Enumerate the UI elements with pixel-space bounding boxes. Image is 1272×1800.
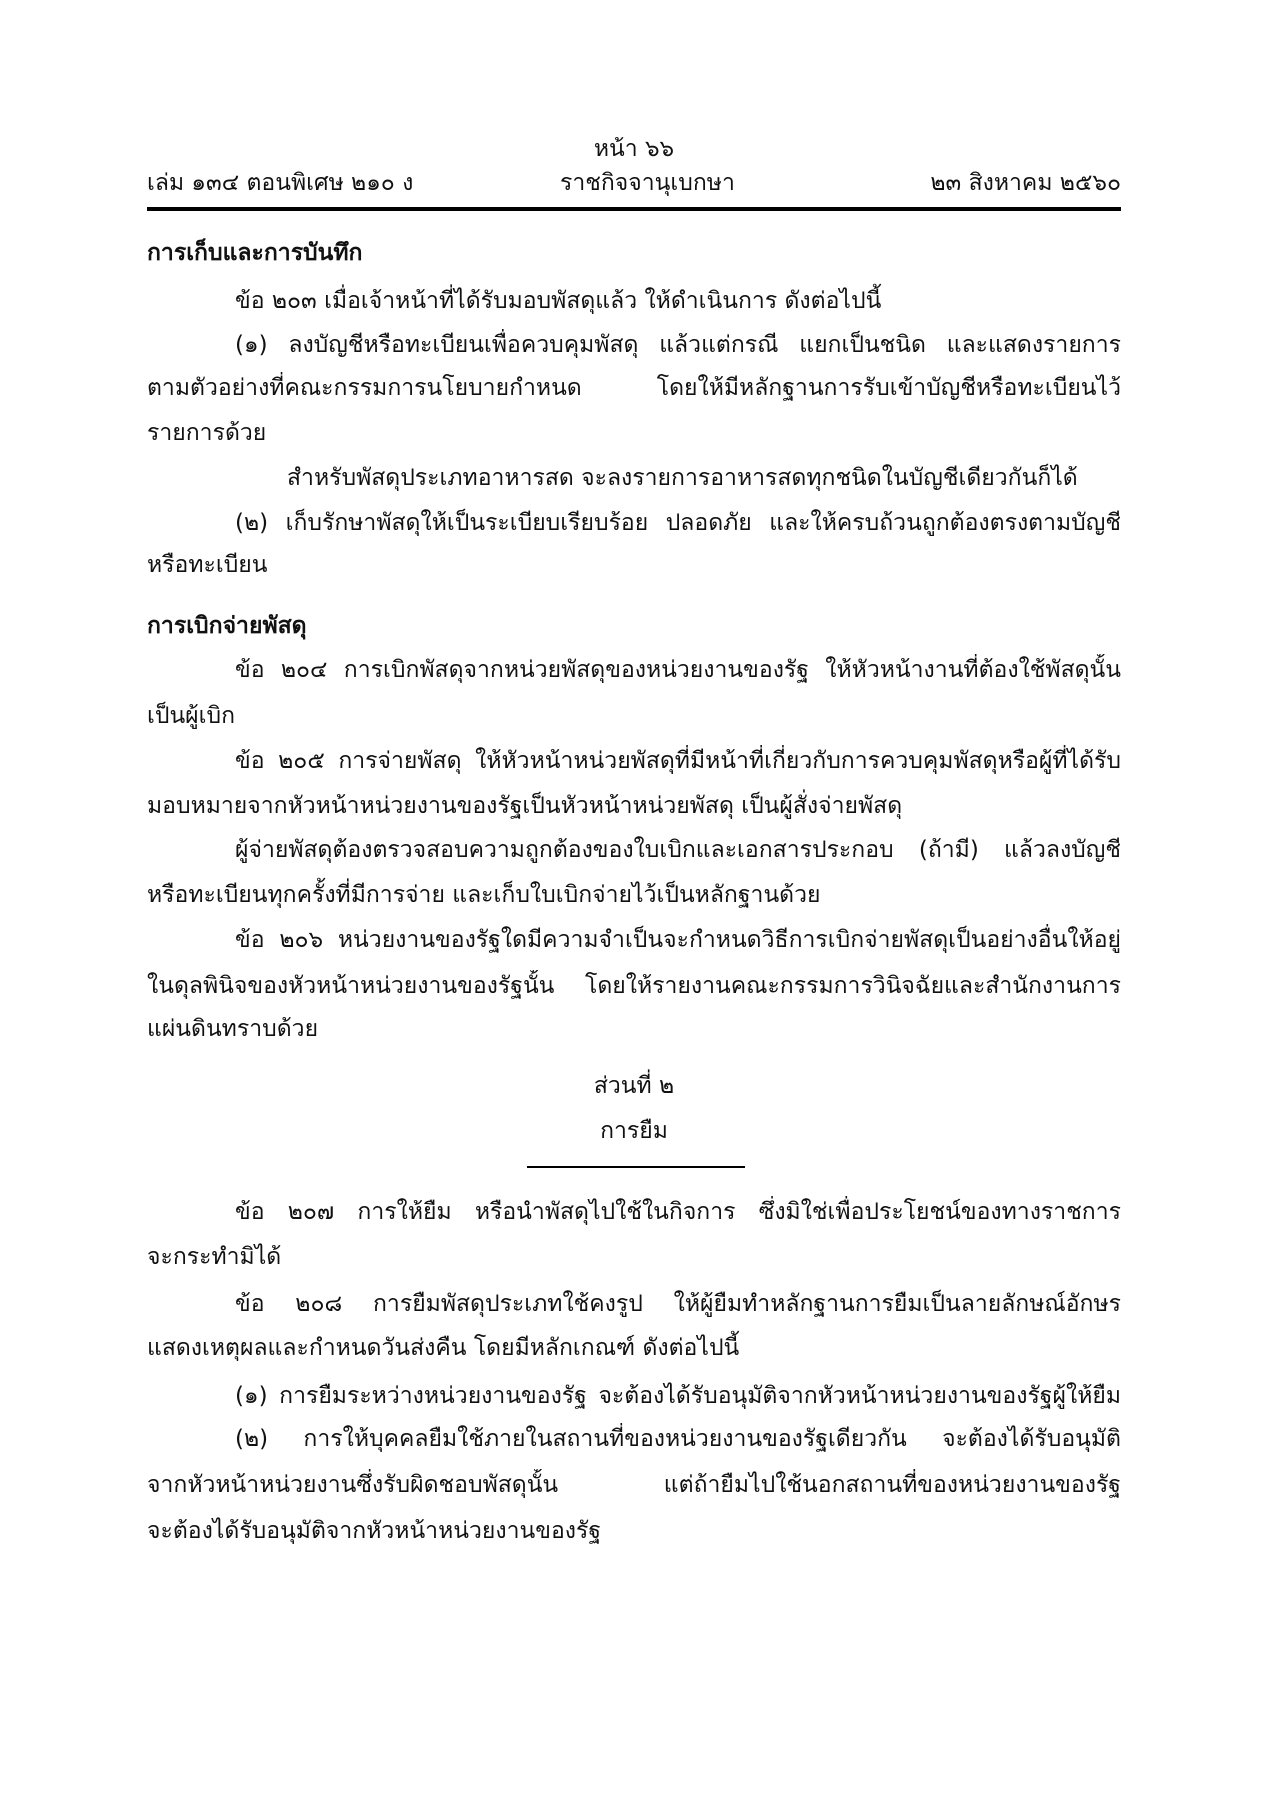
paragraph-line: (๑) การยืมระหว่างหน่วยงานของรัฐ จะต้องได้รับอนุมัติจากหัวหน้าหน่วยงานของรัฐผู้ให้ยืม xyxy=(235,1383,1121,1409)
paragraph-line: ผู้จ่ายพัสดุต้องตรวจสอบความถูกต้องของใบเบิกและเอกสารประกอบ (ถ้ามี) แล้วลงบัญชี xyxy=(235,837,1121,863)
paragraph-line: สำหรับพัสดุประเภทอาหารสด จะลงรายการอาหารสดทุกชนิดในบัญชีเดียวกันก็ได้ xyxy=(287,465,1078,491)
paragraph-line: ข้อ ๒๐๖ หน่วยงานของรัฐใดมีความจำเป็นจะกำหนดวิธีการเบิกจ่ายพัสดุเป็นอย่างอื่นให้อยู่ xyxy=(235,927,1121,953)
part-title: การยืม xyxy=(600,1118,668,1144)
paragraph-line: ตามตัวอย่างที่คณะกรรมการนโยบายกำหนด โดยให้มีหลักฐานการรับเข้าบัญชีหรือทะเบียนไว้ xyxy=(147,375,1121,401)
paragraph-line: หรือทะเบียนทุกครั้งที่มีการจ่าย และเก็บใบเบิกจ่ายไว้เป็นหลักฐานด้วย xyxy=(147,882,821,908)
paragraph-line: ข้อ ๒๐๘ การยืมพัสดุประเภทใช้คงรูป ให้ผู้ยืมทำหลักฐานการยืมเป็นลายลักษณ์อักษร xyxy=(235,1291,1121,1317)
paragraph-line: หรือทะเบียน xyxy=(147,552,268,578)
header-rule xyxy=(147,207,1121,211)
paragraph-line: แสดงเหตุผลและกำหนดวันส่งคืน โดยมีหลักเกณฑ์ ดังต่อไปนี้ xyxy=(147,1335,740,1361)
paragraph-line: (๒) การให้บุคคลยืมใช้ภายในสถานที่ของหน่วยงานของรัฐเดียวกัน จะต้องได้รับอนุมัติ xyxy=(235,1426,1121,1452)
paragraph-line: ข้อ ๒๐๓ เมื่อเจ้าหน้าที่ได้รับมอบพัสดุแล้ว ให้ดำเนินการ ดังต่อไปนี้ xyxy=(235,288,882,314)
paragraph-line: ในดุลพินิจของหัวหน้าหน่วยงานของรัฐนั้น โดยให้รายงานคณะกรรมการวินิจฉัยและสำนักงานการ xyxy=(147,973,1121,999)
paragraph-line: มอบหมายจากหัวหน้าหน่วยงานของรัฐเป็นหัวหน้าหน่วยพัสดุ เป็นผู้สั่งจ่ายพัสดุ xyxy=(147,793,903,819)
page-number: หน้า ๖๖ xyxy=(593,136,675,162)
part-number: ส่วนที่ ๒ xyxy=(593,1073,675,1099)
paragraph-line: จะกระทำมิได้ xyxy=(147,1244,282,1270)
paragraph-line: จะต้องได้รับอนุมัติจากหัวหน้าหน่วยงานของรัฐ xyxy=(147,1518,602,1544)
paragraph-line: (๑) ลงบัญชีหรือทะเบียนเพื่อควบคุมพัสดุ แล้วแต่กรณี แยกเป็นชนิด และแสดงรายการ xyxy=(235,332,1121,358)
paragraph-line: (๒) เก็บรักษาพัสดุให้เป็นระเบียบเรียบร้อย ปลอดภัย และให้ครบถ้วนถูกต้องตรงตามบัญชี xyxy=(235,510,1121,536)
section-heading: การเบิกจ่ายพัสดุ xyxy=(147,613,307,639)
paragraph-line: จากหัวหน้าหน่วยงานซึ่งรับผิดชอบพัสดุนั้น แต่ถ้ายืมไปใช้นอกสถานที่ของหน่วยงานของรัฐ xyxy=(147,1472,1121,1498)
paragraph-line: รายการด้วย xyxy=(147,420,267,446)
header-date: ๒๓ สิงหาคม ๒๕๖๐ xyxy=(930,170,1121,196)
paragraph-line: เป็นผู้เบิก xyxy=(147,703,236,729)
paragraph-line: ข้อ ๒๐๔ การเบิกพัสดุจากหน่วยพัสดุของหน่วยงานของรัฐ ให้หัวหน้างานที่ต้องใช้พัสดุนั้น xyxy=(235,657,1121,683)
header-volume: เล่ม ๑๓๔ ตอนพิเศษ ๒๑๐ ง xyxy=(147,170,414,196)
paragraph-line: ข้อ ๒๐๕ การจ่ายพัสดุ ให้หัวหน้าหน่วยพัสดุที่มีหน้าที่เกี่ยวกับการควบคุมพัสดุหรือผู้ที่ได้รับ xyxy=(235,748,1121,774)
paragraph-line: ข้อ ๒๐๗ การให้ยืม หรือนำพัสดุไปใช้ในกิจการ ซึ่งมิใช่เพื่อประโยชน์ของทางราชการ xyxy=(235,1199,1121,1225)
part-rule xyxy=(527,1166,745,1168)
header-publication: ราชกิจจานุเบกษา xyxy=(560,170,735,196)
paragraph-line: แผ่นดินทราบด้วย xyxy=(147,1016,319,1042)
section-heading: การเก็บและการบันทึก xyxy=(147,240,363,266)
